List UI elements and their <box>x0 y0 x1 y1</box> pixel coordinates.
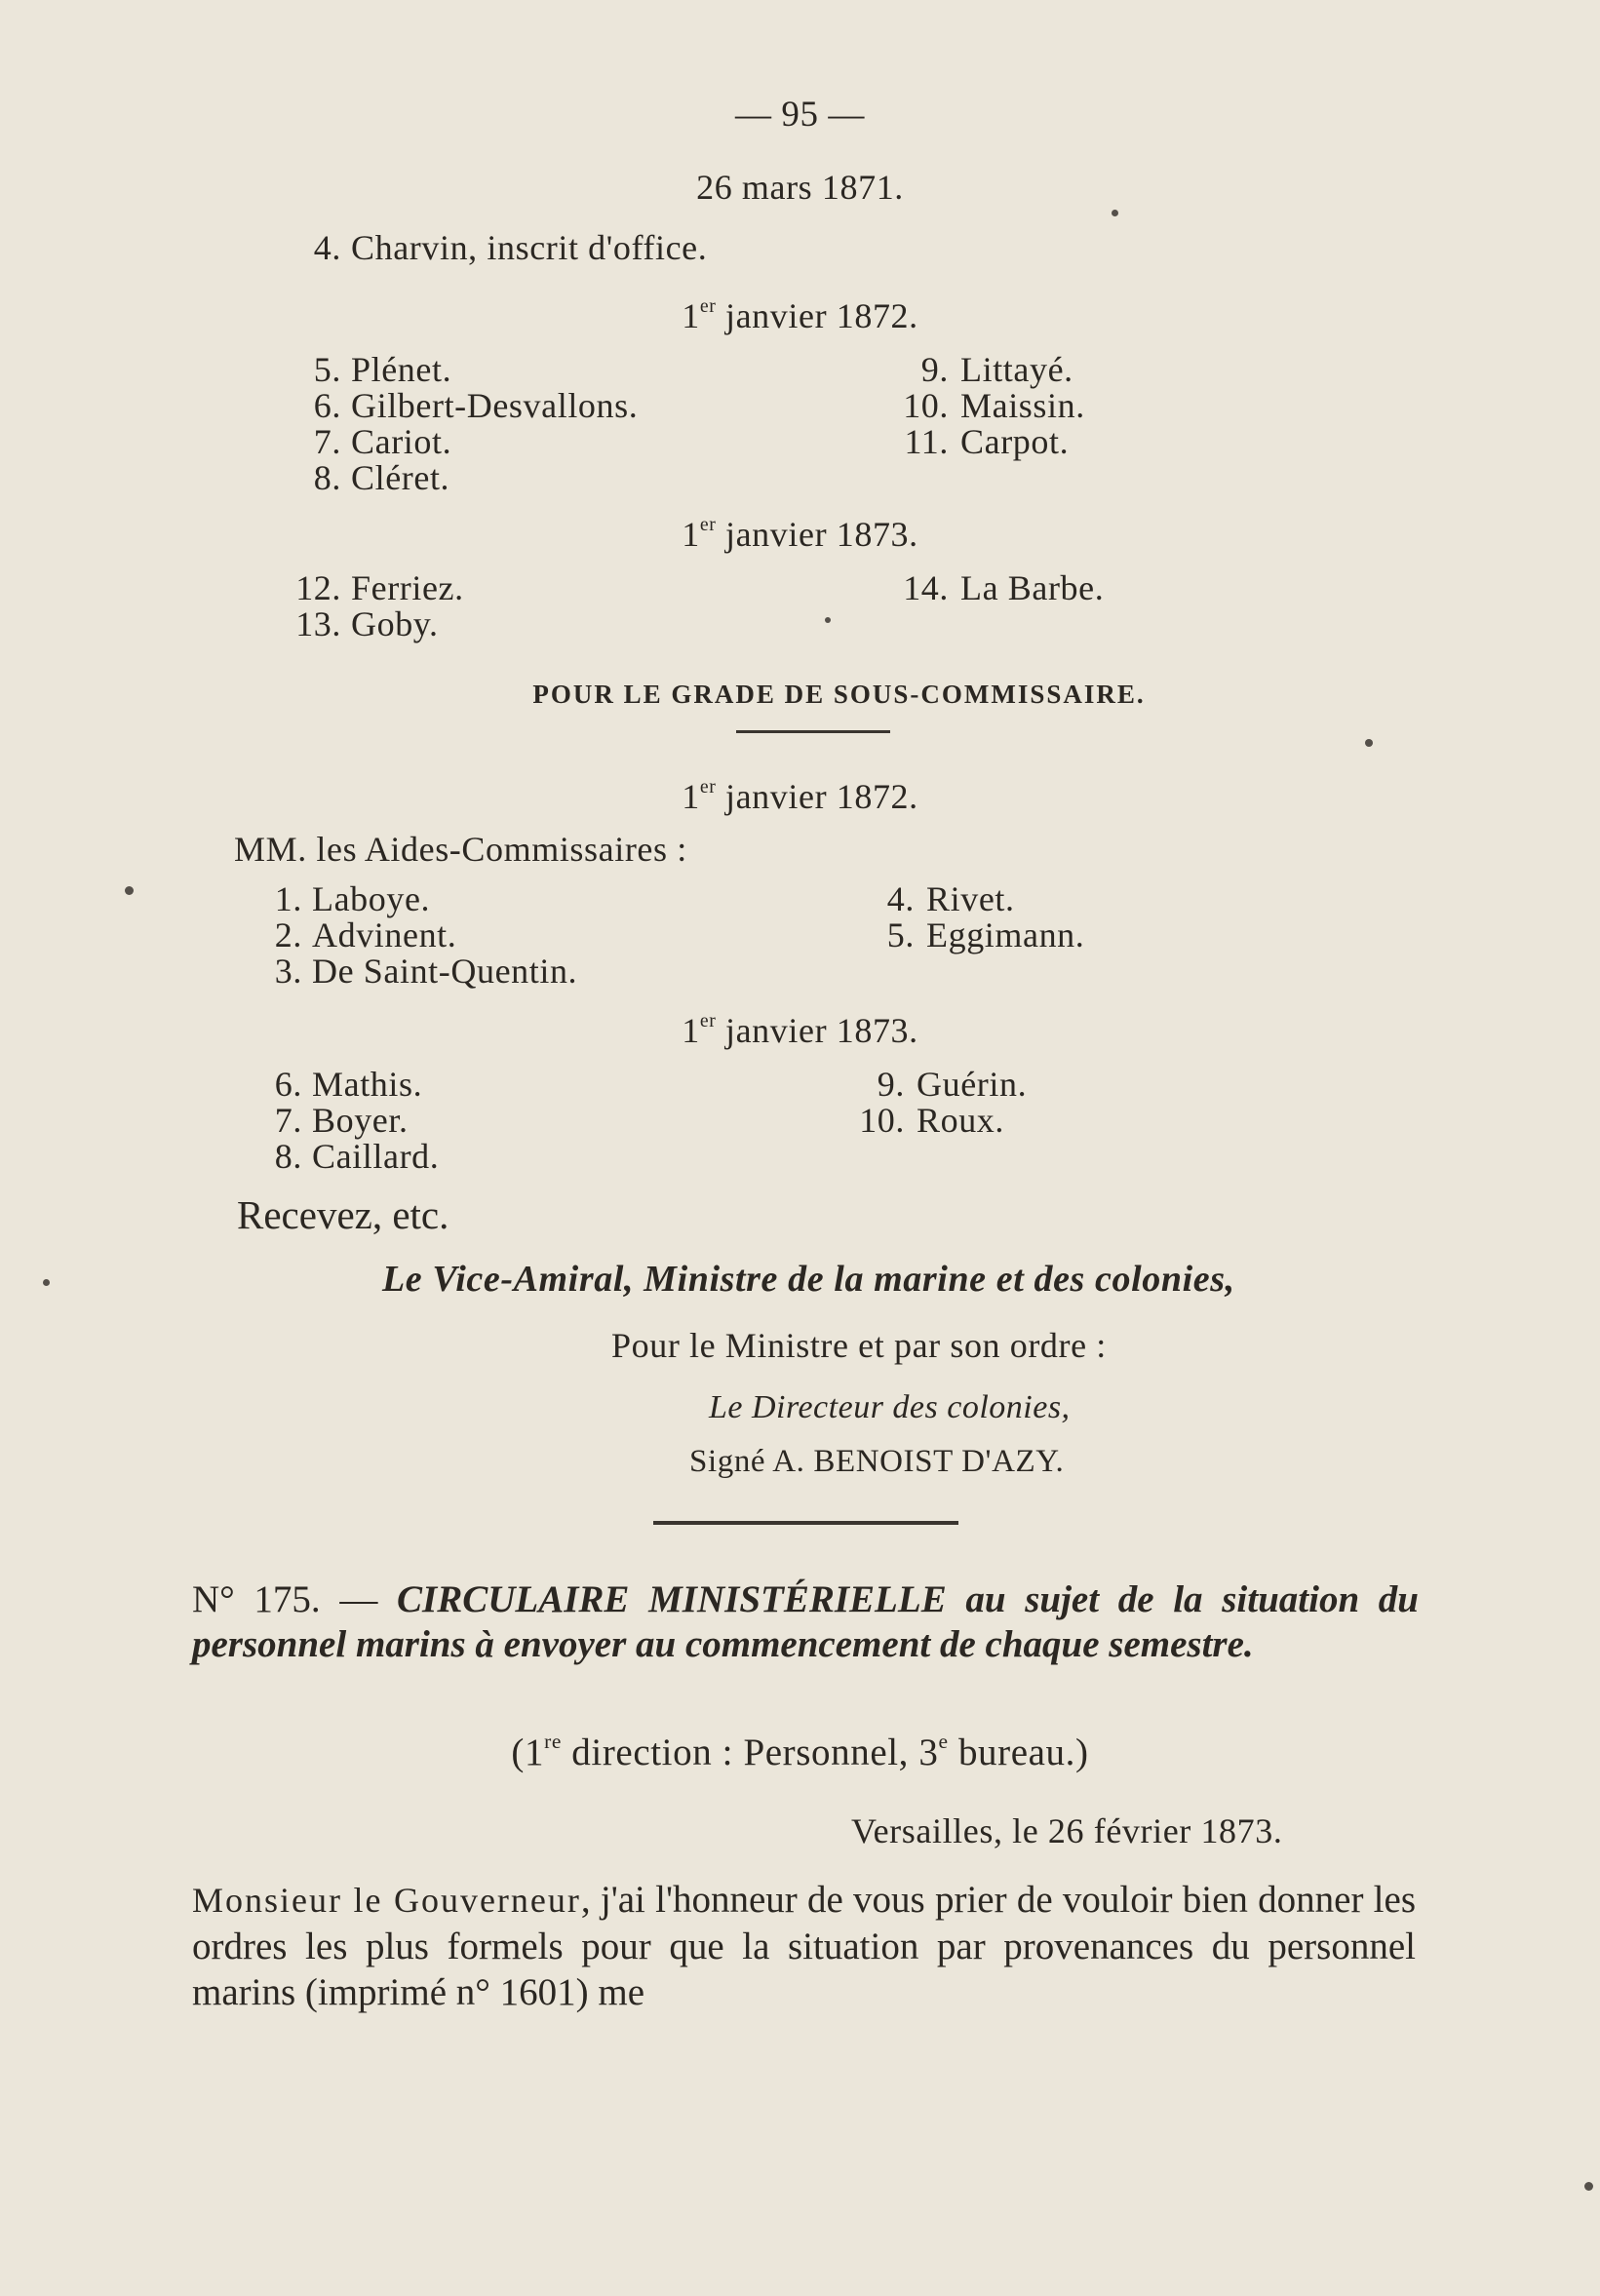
list-item: 8. Caillard. <box>274 1137 440 1176</box>
salutation: Monsieur le Gouverneur <box>192 1881 581 1920</box>
print-speck <box>1584 2182 1593 2191</box>
body-text: , j'ai l'honneur de vous prier de vouloir bien donner les ordres les plus formels pour que la situation par provenances du personnel marins (imprimé n° 1601) me <box>192 1879 1416 2013</box>
list-left-1873b <box>252 1067 439 1175</box>
list-item: 5. Plénet. <box>313 350 452 389</box>
circular-title: CIRCULAIRE MINISTÉRIELLE <box>397 1578 947 1620</box>
closing-recevez: Recevez, etc. <box>237 1192 449 1237</box>
list-item: 7. Boyer. <box>274 1101 409 1140</box>
list-item: 6. Mathis. <box>274 1065 423 1104</box>
signed-line: Signé A. BENOIST D'AZY. <box>689 1444 1065 1479</box>
direction-line: (1re direction : Personnel, 3e bureau.) <box>511 1729 1089 1773</box>
list-item: 10. Maissin. <box>903 386 1085 425</box>
list-item: 9. Guérin. <box>877 1065 1028 1104</box>
date-header-1872: 1er janvier 1872. <box>682 295 918 335</box>
section-divider <box>736 730 890 733</box>
list-item: 5. Eggimann. <box>886 915 1085 954</box>
circular-heading <box>192 1577 1419 1667</box>
date-header-1871: 26 mars 1871. <box>696 168 904 207</box>
list-item: 11. Carpot. <box>904 422 1070 461</box>
letter-body <box>192 1877 1416 2015</box>
date-header-1873b: 1er janvier 1873. <box>682 1010 918 1050</box>
list-right-1872b <box>858 881 1084 953</box>
section-heading: POUR LE GRADE DE SOUS-COMMISSAIRE. <box>532 680 1146 709</box>
list-left-1872 <box>291 352 638 496</box>
list-item: 8. Cléret. <box>313 458 450 497</box>
list-item: 6. Gilbert-Desvallons. <box>313 386 639 425</box>
print-speck <box>825 617 831 623</box>
intro-line: MM. les Aides-Commissaires : <box>234 830 687 869</box>
list-item: 4. Rivet. <box>886 879 1015 918</box>
entry-charvin <box>291 227 707 268</box>
list-item: 10. Roux. <box>859 1101 1005 1140</box>
closing-divider <box>653 1521 958 1525</box>
list-item: 3. De Saint-Quentin. <box>274 952 578 991</box>
list-item: 9. Littayé. <box>920 350 1073 389</box>
director-line: Le Directeur des colonies, <box>709 1389 1071 1425</box>
list-item: 14. La Barbe. <box>903 568 1105 607</box>
entry-name: Charvin, inscrit d'office. <box>351 228 708 267</box>
list-right-1872 <box>892 352 1085 460</box>
print-speck <box>43 1279 50 1286</box>
list-item: 12. Ferriez. <box>295 568 464 607</box>
print-speck <box>1365 739 1373 747</box>
page-number: — 95 — <box>734 95 866 135</box>
list-right-1873b <box>848 1067 1027 1139</box>
for-minister-line: Pour le Ministre et par son ordre : <box>611 1326 1107 1365</box>
list-item: 1. Laboye. <box>274 879 431 918</box>
circular-number: N° 175. — <box>192 1578 398 1620</box>
list-right-1873 <box>892 570 1104 606</box>
signatory-title: Le Vice-Amiral, Ministre de la marine et des colonies, <box>382 1259 1235 1300</box>
circular-subject: au sujet de la situation du personnel marins à envoyer au commencement de chaque semestre. <box>192 1578 1419 1665</box>
print-speck <box>1112 210 1118 216</box>
date-header-1873: 1er janvier 1873. <box>682 514 918 554</box>
list-item: 13. Goby. <box>295 604 439 643</box>
place-date: Versailles, le 26 février 1873. <box>851 1811 1283 1850</box>
list-left-1873 <box>291 570 464 642</box>
date-header-1872b: 1er janvier 1872. <box>682 776 918 816</box>
list-item: 7. Cariot. <box>313 422 452 461</box>
list-item: 2. Advinent. <box>274 915 457 954</box>
list-left-1872b <box>252 881 577 990</box>
entry-number: 4. <box>313 228 341 267</box>
print-speck <box>125 886 134 895</box>
